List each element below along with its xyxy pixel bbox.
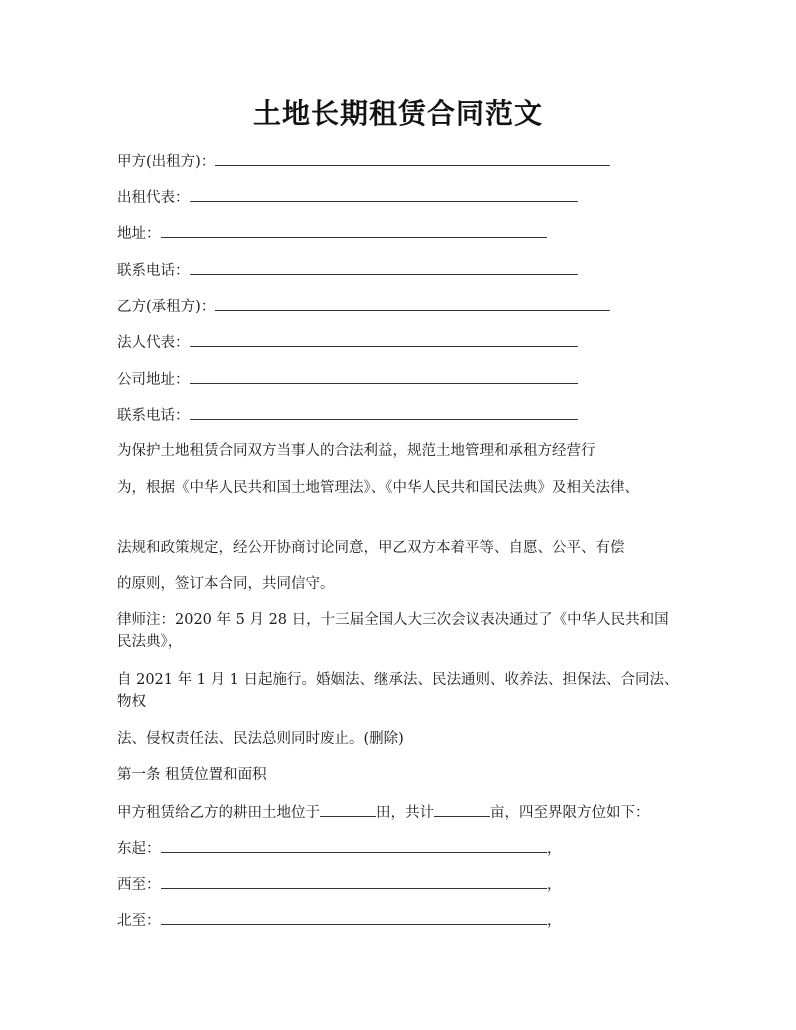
north-comma: ， <box>547 913 562 929</box>
location-prefix: 甲方租赁给乙方的耕田土地位于 <box>117 805 320 821</box>
article1-heading: 第一条 租赁位置和面积 <box>117 767 267 783</box>
west-label: 西至： <box>117 877 161 893</box>
party-b-phone-line <box>117 404 578 427</box>
location-suffix: 亩，四至界限方位如下： <box>490 805 650 821</box>
lessor-line <box>117 150 610 173</box>
representative-label: 出租代表： <box>117 190 190 206</box>
north-boundary-line <box>117 909 562 932</box>
lawyer-note-paragraph: 律师注：2020 年 5 月 28 日，十三届全国人大三次会议表决通过了《中华人民共和国民法典》， <box>117 612 669 650</box>
preamble-paragraph: 为，根据《中华人民共和国土地管理法》、《中华人民共和国民法典》及相关法律、 <box>117 480 639 496</box>
east-label: 东起： <box>117 841 161 857</box>
representative-blank[interactable] <box>190 186 579 202</box>
address-label: 地址： <box>117 226 161 242</box>
location-mid: 田，共计 <box>376 805 434 821</box>
party-b-phone-label: 联系电话： <box>117 408 190 424</box>
party-b-phone-blank[interactable] <box>190 404 579 420</box>
location-line <box>117 801 650 824</box>
legal-rep-line <box>117 331 578 354</box>
company-address-blank[interactable] <box>190 368 579 384</box>
company-address-line <box>117 368 578 391</box>
east-blank[interactable] <box>161 837 548 853</box>
address-blank[interactable] <box>161 222 548 238</box>
west-boundary-line <box>117 873 562 896</box>
address-line <box>117 222 547 245</box>
preamble-paragraph: 的原则，签订本合同，共同信守。 <box>117 576 335 592</box>
preamble-paragraph: 为保护土地租赁合同双方当事人的合法利益，规范土地管理和承租方经营行 <box>117 443 596 459</box>
lessor-label: 甲方(出租方)： <box>117 154 216 170</box>
area-blank[interactable] <box>434 801 490 817</box>
company-address-label: 公司地址： <box>117 372 190 388</box>
west-blank[interactable] <box>161 873 548 889</box>
east-comma: ， <box>547 841 562 857</box>
lawyer-note-paragraph: 自 2021 年 1 月 1 日起施行。婚姻法、继承法、民法通则、收养法、担保法、合同法、物权 <box>117 672 679 710</box>
east-boundary-line <box>117 837 562 860</box>
north-blank[interactable] <box>161 909 548 925</box>
lessor-representative-line <box>117 186 578 209</box>
lessee-line <box>117 295 610 318</box>
lessee-blank[interactable] <box>215 295 610 311</box>
party-a-phone-blank[interactable] <box>190 259 579 275</box>
field-name-blank[interactable] <box>320 801 376 817</box>
lawyer-note-paragraph: 法、侵权责任法、民法总则同时废止。(删除) <box>117 731 404 747</box>
preamble-paragraph: 法规和政策规定，经公开协商讨论同意，甲乙双方本着平等、自愿、公平、有偿 <box>117 540 625 556</box>
west-comma: ， <box>547 877 562 893</box>
legal-rep-blank[interactable] <box>190 331 579 347</box>
lessee-label: 乙方(承租方)： <box>117 299 216 315</box>
lessor-blank[interactable] <box>215 150 610 166</box>
north-label: 北至： <box>117 913 161 929</box>
party-a-phone-line <box>117 259 578 282</box>
legal-rep-label: 法人代表： <box>117 335 190 351</box>
party-a-phone-label: 联系电话： <box>117 263 190 279</box>
document-title: 土地长期租赁合同范文 <box>252 97 543 130</box>
